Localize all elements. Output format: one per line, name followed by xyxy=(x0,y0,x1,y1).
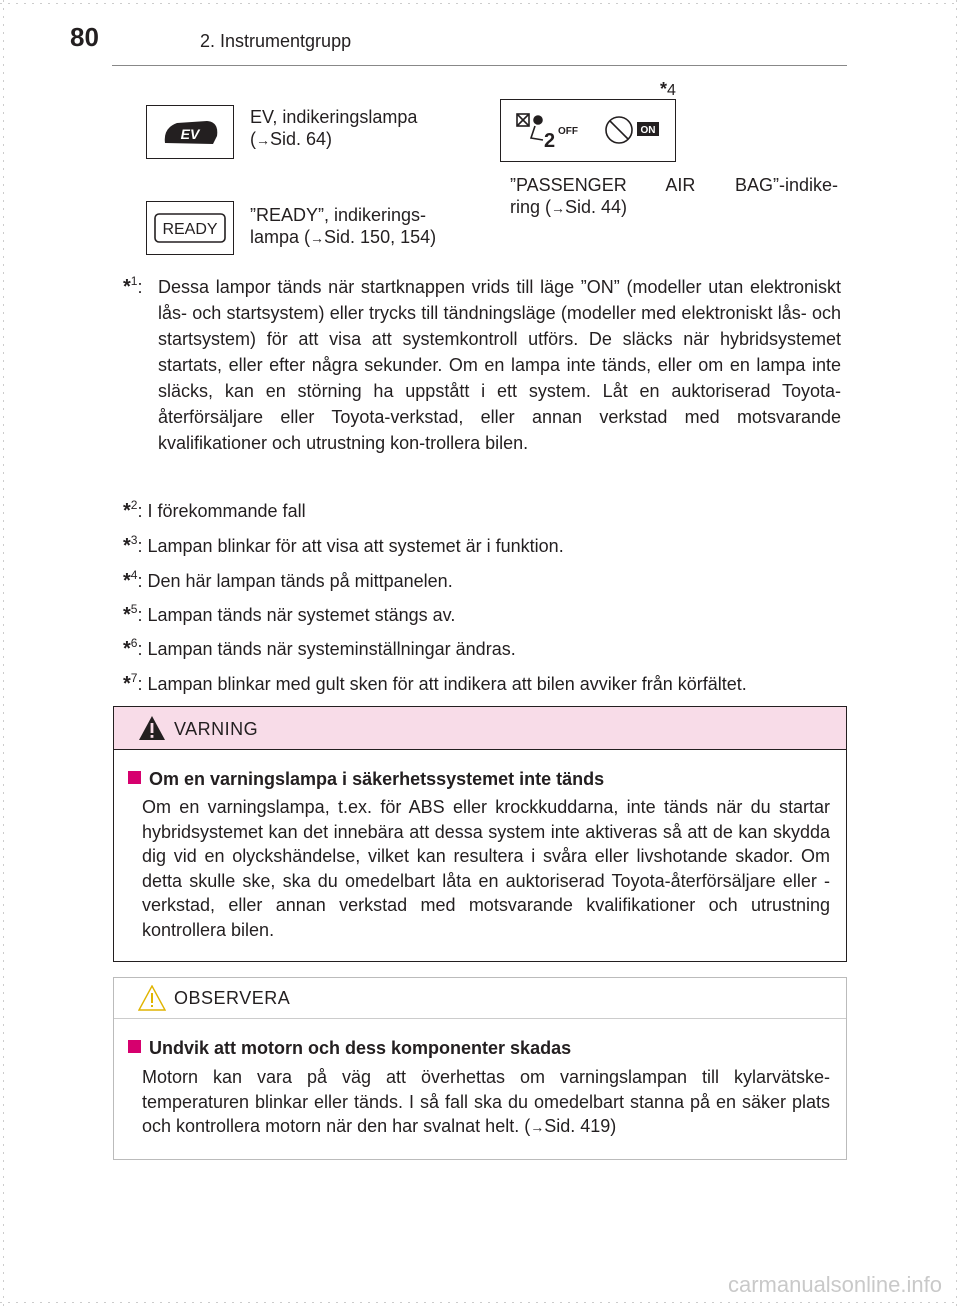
notice-ref-page: Sid. 419) xyxy=(544,1116,617,1137)
footnote-6 xyxy=(123,630,516,662)
arrow-icon: → xyxy=(256,132,270,148)
footnote-star: * xyxy=(123,673,131,695)
passenger-airbag-label: ”PASSENGER AIR BAG”-indike- xyxy=(510,175,838,195)
footnote-7 xyxy=(123,665,747,697)
ready-indicator-text xyxy=(250,204,436,249)
notice-label: OBSERVERA xyxy=(174,988,291,1008)
footnote-star: * xyxy=(123,604,131,626)
passenger-airbag-ref xyxy=(510,196,838,219)
ev-ref-page: Sid. 64) xyxy=(270,129,333,149)
footnote-3-text: Lampan blinkar för att visa att systemet är i funktion. xyxy=(147,536,564,556)
footnote-5 xyxy=(123,596,455,628)
footnote-1-marker xyxy=(123,274,143,298)
passenger-ref-page: Sid. 44) xyxy=(565,197,628,217)
footnote-1 xyxy=(123,268,841,456)
passenger-ref-prefix: ring ( xyxy=(510,197,552,217)
watermark: carmanualsonline.info xyxy=(727,1272,942,1297)
passenger-airbag-box xyxy=(500,99,676,162)
ready-icon-label: READY xyxy=(162,221,218,238)
arrow-icon: → xyxy=(530,1119,545,1136)
footnote-star: * xyxy=(123,570,131,592)
notice-title-text: Undvik att motorn och dess komponenter skadas xyxy=(149,1038,572,1058)
footnote-1-text: Dessa lampor tänds när startknappen vrids till läge ”ON” (modeller utan elektroniskt lås- och startsystem) eller trycks till tändningsläge (modeller med elektroniskt lås- och startsystem) för att visa att systemkontroll utförs. De släcks när hybridsystemet startats, eller efter några sekunder. Om en lampa inte tänds, eller om en lampa inte släcks, kan en störning ha uppstått i ett system. Låt en auktoriserad Toyota-återförsäljare eller Toyota-verkstad, eller annan verkstad med motsvarande kvalifikationer och utrustning kon-trollera bilen. xyxy=(158,277,841,453)
footnote-star: * xyxy=(123,638,131,660)
ready-indicator-label: ”READY”, indikerings- xyxy=(250,205,427,225)
footnote-star: * xyxy=(123,500,131,522)
page-number: 80 xyxy=(70,22,99,52)
section-title: 2. Instrumentgrupp xyxy=(200,31,352,51)
footnote-number: 1 xyxy=(130,274,138,288)
crop-line-right xyxy=(956,0,957,1306)
warning-label: VARNING xyxy=(174,719,259,739)
ev-indicator-text xyxy=(250,106,417,151)
crop-line-bottom xyxy=(0,1302,960,1303)
footnote-number: 5 xyxy=(130,602,138,616)
ev-indicator-ref xyxy=(250,128,417,151)
footnote-star: * xyxy=(123,535,131,557)
airbag-off-label: OFF xyxy=(558,126,578,137)
footnote-separator: : xyxy=(137,605,148,625)
passenger-footnote-marker xyxy=(660,79,676,100)
arrow-icon: → xyxy=(310,230,325,246)
footnote-number: 7 xyxy=(130,671,138,685)
footnote-number: 6 xyxy=(130,636,138,650)
notice-body xyxy=(142,1065,830,1140)
header-divider xyxy=(112,65,847,66)
notice-body-text: Motorn kan vara på väg att överhettas om varningslampan till kylarvätske-temperaturen blinkar eller tänds. I så fall ska du omedelbart stanna på en säker plats och kontrollera motorn när den har svalnat helt. ( xyxy=(142,1067,830,1137)
caution-triangle-icon xyxy=(138,985,166,1011)
footnote-number: 4 xyxy=(667,82,676,99)
footnote-separator: : xyxy=(137,674,148,694)
ev-indicator-icon xyxy=(147,106,233,158)
footnote-separator: : xyxy=(137,639,148,659)
footnote-star: * xyxy=(123,276,131,298)
bullet-square-icon xyxy=(128,1040,141,1053)
footnote-separator: : xyxy=(137,536,148,556)
footnote-star: * xyxy=(660,79,668,99)
footnote-number: 4 xyxy=(130,568,138,582)
ready-indicator-ref xyxy=(250,226,436,249)
ready-ref-page: Sid. 150, 154) xyxy=(324,227,437,247)
warning-title xyxy=(128,769,604,790)
ev-indicator-label: EV, indikeringslampa xyxy=(250,107,418,127)
warning-title-text: Om en varningslampa i säkerhetssystemet inte tänds xyxy=(149,769,605,789)
ready-indicator-icon xyxy=(147,202,233,254)
crop-line-top xyxy=(0,3,960,4)
passenger-airbag-icon xyxy=(501,100,675,161)
airbag-on-label: ON xyxy=(640,125,656,136)
warning-triangle-icon xyxy=(138,715,166,741)
footnote-separator: : xyxy=(137,277,143,297)
warning-box xyxy=(113,706,847,962)
notice-header xyxy=(114,978,846,1019)
footnote-2-text: I förekommande fall xyxy=(147,501,306,521)
seat-number: 2 xyxy=(544,130,556,152)
bullet-square-icon xyxy=(128,771,141,784)
footnote-7-text: Lampan blinkar med gult sken för att indikera att bilen avviker från körfältet. xyxy=(147,674,747,694)
footnote-separator: : xyxy=(137,571,148,591)
footnote-separator: : xyxy=(137,501,148,521)
footnote-6-text: Lampan tänds när systeminställningar ändras. xyxy=(147,639,516,659)
footnote-2 xyxy=(123,492,306,524)
ev-ref-prefix: ( xyxy=(250,129,256,149)
ready-ref-prefix: lampa ( xyxy=(250,227,311,247)
warning-body: Om en varningslampa, t.ex. för ABS eller krockkuddarna, inte tänds när du startar hybridsystemet kan det innebära att dessa system inte aktiveras så att de kan skydda dig vid en olyckshändelse, vilket kan resultera i svåra eller livshotande skador. Om detta skulle ske, ska du omedelbart låta en auktoriserad Toyota-återförsäljare eller -verkstad, eller annan verkstad med motsvarande kvalifikationer och utrustning kontrollera bilen. xyxy=(142,797,830,940)
footnote-3 xyxy=(123,527,564,559)
ready-indicator-box xyxy=(146,201,234,255)
crop-line-left xyxy=(3,0,4,1306)
arrow-icon: → xyxy=(551,200,566,216)
footnote-number: 3 xyxy=(130,533,138,547)
warning-header xyxy=(114,707,846,750)
footnote-4 xyxy=(123,562,453,594)
footnote-number: 2 xyxy=(130,498,138,512)
passenger-airbag-text xyxy=(510,174,838,219)
notice-box xyxy=(113,977,847,1160)
footnote-5-text: Lampan tänds när systemet stängs av. xyxy=(147,605,456,625)
ev-indicator-box xyxy=(146,105,234,159)
ev-icon-label: EV xyxy=(180,126,200,142)
footnote-4-text: Den här lampan tänds på mittpanelen. xyxy=(147,571,453,591)
notice-title xyxy=(128,1038,571,1059)
